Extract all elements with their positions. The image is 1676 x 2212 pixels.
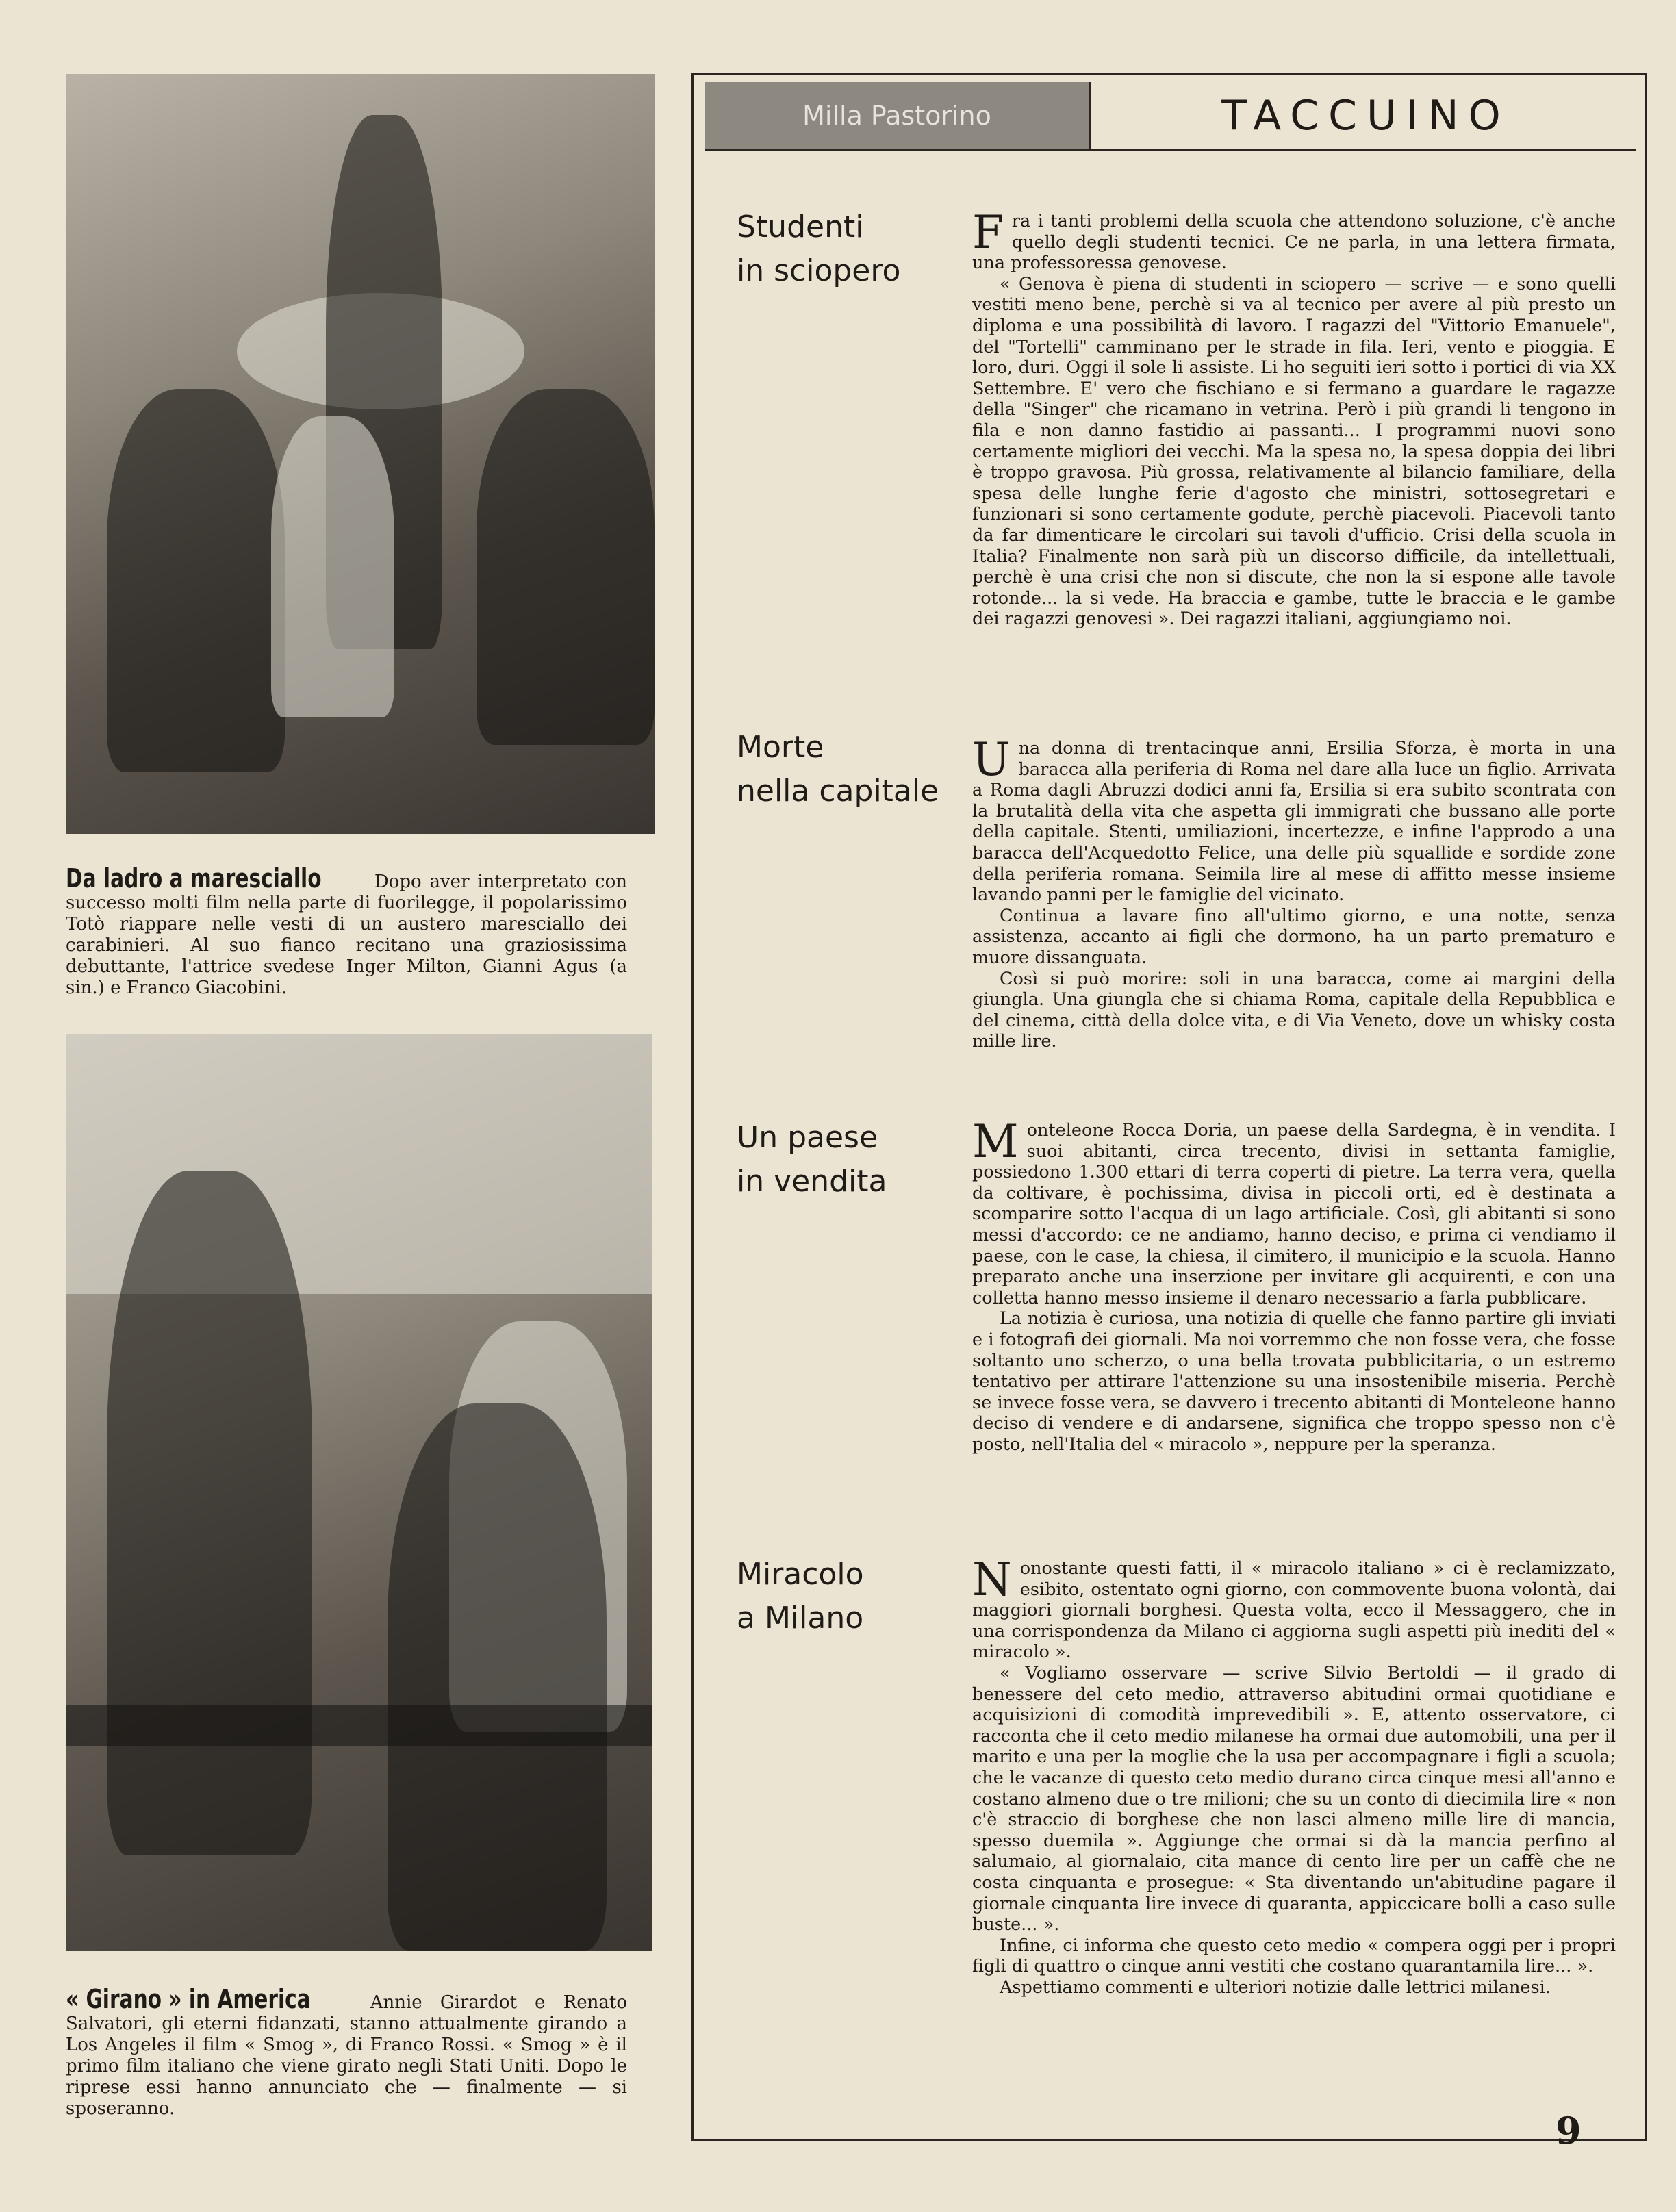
author-name: Milla Pastorino xyxy=(705,82,1089,149)
caption-2-title: « Girano » in America xyxy=(66,1984,311,2014)
section-4-p1-text: onostante questi fatti, il « miracolo italiano » ci è reclamizzato, esibito, ostentato ogni giorno, con commovente buona volontà, dai maggiori giornali borghesi. Questa volta, ecco il Messaggero, che in una corrispondenza da Milano ci aggiorna sugli aspetti più inediti del « miracolo ». xyxy=(972,1558,1616,1663)
section-4-paragraph-2: « Vogliamo osservare — scrive Silvio Bertoldi — il grado di benessere del ceto medio, attraverso abitudini ormai quotidiane e acquisizioni di comodità imprevedibili ». E, attento osservatore, ci racconta che il ceto medio milanese ha ormai due automobili, una per il marito e una per la moglie che la usa per accompagnare i figli a scuola; che le vacanze di questo ceto medio durano circa cinque mesi all'anno e costano almeno due o tre milioni; che su un conto di diecimila lire « non c'è straccio di borghese che non lasci almeno mille lire di mancia, spesso duemila ». Aggiunge che ormai si dà la mancia perfino al salumaio, al giornalaio, cita mance di cento lire per un caffè che ne costa cinquanta e prosegue: « Sta diventando un'abitudine pagare il giornale cinquanta lire invece di quaranta, appiccicare bolli a caso sulle buste... ». xyxy=(972,1662,1616,1935)
section-1-heading-line2: in sciopero xyxy=(737,253,901,288)
section-4-heading-line1: Miracolo xyxy=(737,1557,864,1592)
section-1-paragraph-1 xyxy=(972,206,1616,274)
section-2-body xyxy=(972,733,1616,1052)
photo-toto-marshal xyxy=(66,74,655,834)
section-3-drop-cap: M xyxy=(972,1115,1019,1168)
section-1-p1-text: ra i tanti problemi della scuola che attendono soluzione, c'è anche quello degli studenti tecnici. Ce ne parla, in una lettera firmata, una professoressa genovese. xyxy=(972,211,1616,274)
section-2-heading-line2: nella capitale xyxy=(737,774,939,809)
section-3-paragraph-1 xyxy=(972,1115,1616,1308)
section-3-paragraph-2: La notizia è curiosa, una notizia di quelle che fanno partire gli inviati e i fotografi dei giornali. Ma noi vorremmo che non fosse vera, che fosse soltanto uno scherzo, o una bella trovata pubblicitaria, o un estremo tentativo per attirare l'attenzione su una insostenibile miseria. Perchè se invece fosse vera, se davvero i trecento abitanti di Monteleone hanno deciso di vendere e di andarsene, significa che troppo spesso non c'è posto, nell'Italia del « miracolo », neppure per la speranza. xyxy=(972,1308,1616,1455)
section-4-paragraph-4: Aspettiamo commenti e ulteriori notizie dalle lettrici milanesi. xyxy=(1000,1976,1551,1998)
section-4-drop-cap: N xyxy=(972,1553,1012,1606)
section-2-paragraph-1 xyxy=(972,733,1616,906)
section-3-p1-text: onteleone Rocca Doria, un paese della Sardegna, è in vendita. I suoi abitanti, circa trecento, divisi in settanta famiglie, possiedono 1.300 ettari di terra coperti di pietre. La terra vera, quella da coltivare, è pochissima, divisa in piccoli orti, ed è destinata a scomparire sotto l'acqua di un lago artificiale. Così, gli abitanti si sono messi d'accordo: ce ne andiamo, hanno deciso, e prima ci vendiamo il paese, con le case, la chiesa, il cimitero, il municipio e la scuola. Hanno preparato anche una inserzione per invitare gli acquirenti, e con una colletta hanno messo insieme il denaro necessario a farla pubblicare. xyxy=(972,1120,1616,1308)
section-2-paragraph-2: Continua a lavare fino all'ultimo giorno, e una notte, senza assistenza, accanto ai figli che dormono, ha un parto prematuro e muore dissanguata. xyxy=(972,905,1616,968)
section-1-heading xyxy=(737,205,942,293)
section-1-drop-cap: F xyxy=(972,206,1004,259)
caption-1-title: Da ladro a maresciallo xyxy=(66,863,322,893)
photo-girardot-salvatori xyxy=(66,1034,652,1951)
caption-2-text: Annie Girardot e Renato Salvatori, gli eterni fidanzati, stanno attualmente girando a Los Angeles il film « Smog », di Franco Rossi. « Smog » è il primo film italiano che viene girato negli Stati Uniti. Dopo le riprese essi hanno annunciato che — finalmente — si sposeranno. xyxy=(66,1992,628,2119)
section-3-body xyxy=(972,1115,1616,1455)
section-2-paragraph-3: Così si può morire: soli in una baracca, come ai margini della giungla. Una giungla che si chiama Roma, capitale della Repubblica e del cinema, città della dolce vita, e di Via Veneto, dove un whisky costa mille lire. xyxy=(972,968,1616,1052)
section-1-paragraph-2: « Genova è piena di studenti in sciopero — scrive — e sono quelli vestiti meno bene, perchè si va al tecnico per avere al più presto un diploma e una possibilità di lavoro. I ragazzi del "Vittorio Emanuele", del "Tortelli" camminano per le strade in fila. Ieri, vento e pioggia. E loro, duri. Oggi il sole li assiste. Li ho seguiti ieri sotto i portici di via XX Settembre. E' vero che fischiano e si fermano a guardare le ragazze della "Singer" che ricamano in vetrina. Però i più grandi li tengono in fila e non danno fastidio ai passanti... I programmi nuovi sono certamente migliori dei vecchi. Ma la spesa no, la spesa doppia dei libri è troppo gravosa. Più grossa, relativamente al bilancio familiare, della spesa delle lunghe ferie d'agosto che ministri, sottosegretari e funzionari si sono certamente godute, perchè piacevoli. Piacevoli tanto da far dimenticare le circolari sui tavoli d'ufficio. Crisi della scuola in Italia? Finalmente non sarà più un discorso difficile, da intellettuali, perchè è una crisi che non si discute, che non la si espone alle tavole rotonde... la si vede. Ha braccia e gambe, tutte le braccia e le gambe dei ragazzi genovesi ». Dei ragazzi italiani, aggiungiamo noi. xyxy=(972,273,1616,630)
section-4-paragraph-1 xyxy=(972,1553,1616,1663)
section-2-drop-cap: U xyxy=(972,733,1011,786)
section-3-heading-line1: Un paese xyxy=(737,1120,878,1155)
section-1-body xyxy=(972,206,1616,630)
section-3-heading xyxy=(737,1116,942,1204)
column-title: TACCUINO xyxy=(1221,91,1510,140)
caption-1 xyxy=(66,863,628,999)
section-4-paragraph-3: Infine, ci informa che questo ceto medio « compera oggi per i propri figli di quattro o cinque anni vestiti che costano quarantamila lire... ». xyxy=(972,1935,1616,1977)
section-2-p1-text: na donna di trentacinque anni, Ersilia Sforza, è morta in una baracca alla periferia di Roma nel dare alla luce un figlio. Arrivata a Roma dagli Abruzzi dodici anni fa, Ersilia si era subito scontrata con la brutalità della vita che aspetta gli immigrati che bussano alle porte della capitale. Stenti, umiliazioni, incertezze, e infine l'approdo a una baracca dell'Acquedotto Felice, una delle più squallide e sordide zone della periferia romana. Seimila lire al mese di affitto messe insieme lavando panni per le famiglie del vicinato. xyxy=(972,738,1616,906)
section-4-heading xyxy=(737,1553,942,1640)
header-divider xyxy=(1089,82,1091,149)
section-1-heading-line1: Studenti xyxy=(737,209,864,244)
section-4-body xyxy=(972,1553,1616,1998)
section-4-heading-line2: a Milano xyxy=(737,1601,864,1636)
page-number: 9 xyxy=(1556,2109,1582,2152)
header-rule xyxy=(705,149,1636,151)
section-3-heading-line2: in vendita xyxy=(737,1164,887,1199)
caption-2 xyxy=(66,1984,628,2120)
section-2-heading xyxy=(737,726,942,813)
caption-1-text: Dopo aver interpretato con successo molti film nella parte di fuorilegge, il popolarissimo Totò riappare nelle vesti di un austero maresciallo dei carabinieri. Al suo fianco recitano una graziosissima debuttante, l'attrice svedese Inger Milton, Gianni Agus (a sin.) e Franco Giacobini. xyxy=(66,872,628,998)
section-2-heading-line1: Morte xyxy=(737,730,824,765)
